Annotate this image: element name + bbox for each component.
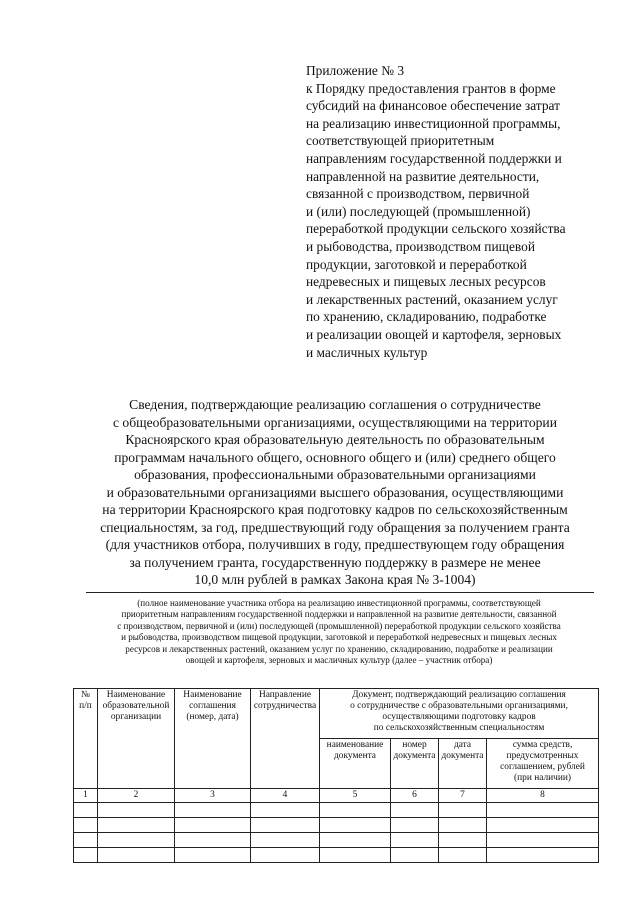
header-document-name (320, 739, 391, 789)
table-cell[interactable] (439, 833, 487, 848)
table-cell[interactable] (487, 833, 599, 848)
column-number: 2 (98, 789, 175, 803)
header-text: осуществляющими подготовку кадров (382, 712, 536, 722)
header-amount (487, 739, 599, 789)
participant-caption (74, 598, 604, 666)
header-agreement-name (175, 689, 251, 789)
appendix-line: и лекарственных растений, оказанием услуг (306, 291, 558, 307)
title-line: (для участников отбора, получивших в году, предшествующем году обращения (105, 537, 565, 552)
table-cell[interactable] (439, 848, 487, 863)
table-cell[interactable] (391, 818, 439, 833)
header-text: (номер, дата) (186, 712, 239, 722)
table-cell[interactable] (251, 848, 320, 863)
column-number: 8 (487, 789, 599, 803)
title-line: и образовательными организациями высшего образования, осуществляющими (106, 484, 564, 500)
column-number: 7 (439, 789, 487, 803)
title-line: на территории Красноярского края подготовку кадров по сельскохозяйственным (102, 502, 568, 517)
table-cell[interactable] (487, 848, 599, 863)
table-cell[interactable] (439, 803, 487, 818)
title-line: образования, профессиональными образовательными организациями (134, 467, 536, 482)
header-row-number (74, 689, 98, 789)
caption-line: (полное наименование участника отбора на реализацию инвестиционной программы, соответствующей (137, 598, 541, 608)
document-title (70, 396, 600, 589)
table-cell[interactable] (251, 833, 320, 848)
table-cell[interactable] (391, 833, 439, 848)
header-text: документа (393, 751, 436, 761)
table-cell[interactable] (98, 848, 175, 863)
header-text: сумма средств, (512, 740, 573, 750)
column-number: 1 (74, 789, 98, 803)
appendix-line: переработкой продукции сельского хозяйства (306, 221, 566, 237)
header-text: документа (441, 751, 484, 761)
appendix-line: субсидий на финансовое обеспечение затрат (306, 98, 560, 114)
header-text: № (81, 690, 90, 700)
table-row (74, 803, 599, 818)
appendix-line: на реализацию инвестиционной программы, (306, 115, 561, 131)
column-number: 5 (320, 789, 391, 803)
appendix-line: и масличных культур (306, 344, 428, 360)
table-cell[interactable] (175, 833, 251, 848)
appendix-line: и (или) последующей (промышленной) (306, 203, 531, 219)
header-text: п/п (79, 701, 92, 711)
table-cell[interactable] (98, 803, 175, 818)
table-cell[interactable] (98, 833, 175, 848)
header-text: соглашения (189, 701, 236, 711)
appendix-header (306, 62, 606, 361)
table-cell[interactable] (487, 818, 599, 833)
table-cell[interactable] (74, 833, 98, 848)
header-text: Наименование (183, 690, 242, 700)
table-cell[interactable] (320, 833, 391, 848)
appendix-line: к Порядку предоставления грантов в форме (306, 80, 556, 96)
appendix-line: и реализации овощей и картофеля, зерновых (306, 326, 562, 342)
table-row (74, 818, 599, 833)
agreement-table (73, 688, 599, 863)
table-cell[interactable] (175, 818, 251, 833)
header-text: по сельскохозяйственным специальностям (373, 723, 545, 733)
header-text: документа (334, 751, 376, 761)
table-cell[interactable] (320, 818, 391, 833)
table-cell[interactable] (175, 848, 251, 863)
title-line: с общеобразовательными организациями, осуществляющими на территории (113, 414, 557, 430)
title-line: Красноярского края образовательную деятельность по образовательным (125, 432, 545, 447)
appendix-line: направлениям государственной поддержки и (306, 150, 562, 166)
appendix-line: связанной с производством, первичной (306, 186, 530, 202)
caption-line: приоритетным направлениям государственной поддержки и направленной на развитие деятельности, связанной (121, 609, 557, 620)
header-text: номер (402, 740, 427, 750)
header-text: образовательной (102, 701, 170, 711)
header-organization-name (98, 689, 175, 789)
header-cooperation-direction (251, 689, 320, 789)
header-text: (при наличии) (514, 773, 572, 783)
title-line: Сведения, подтверждающие реализацию соглашения о сотрудничестве (129, 397, 541, 412)
header-document-date (439, 739, 487, 789)
header-text: наименование (326, 740, 384, 750)
header-text: сотрудничества (253, 701, 317, 711)
header-text: Направление (258, 690, 311, 700)
header-text: Документ, подтверждающий реализацию соглашения (352, 690, 566, 700)
appendix-line: и рыбоводства, производством пищевой (306, 238, 535, 254)
appendix-line: недревесных и пищевых лесных ресурсов (306, 274, 546, 290)
appendix-line: по хранению, складированию, подработке (306, 309, 547, 325)
header-text: дата (453, 740, 472, 750)
caption-line: и рыбоводства, производством пищевой продукции, заготовкой и переработкой недревесных и пищевых лесных (121, 632, 557, 643)
title-line: программам начального общего, основного общего и (или) среднего общего (114, 449, 556, 465)
table-cell[interactable] (391, 803, 439, 818)
header-document-number (391, 739, 439, 789)
appendix-line: Приложение № 3 (306, 63, 405, 78)
table-cell[interactable] (74, 803, 98, 818)
table-row (74, 848, 599, 863)
header-text: предусмотренных (506, 751, 579, 761)
table-cell[interactable] (175, 803, 251, 818)
appendix-line: продукции, заготовкой и переработкой (306, 256, 527, 272)
header-text: соглашением, рублей (500, 762, 585, 772)
table-row (74, 833, 599, 848)
table-cell[interactable] (251, 818, 320, 833)
table-cell[interactable] (391, 848, 439, 863)
table-cell[interactable] (74, 818, 98, 833)
table-cell[interactable] (320, 848, 391, 863)
caption-line: с производством, первичной и (или) последующей (промышленной) переработкой продукции сельского хозяйства (117, 620, 561, 631)
column-number: 6 (391, 789, 439, 803)
title-line: за получением гранта, государственную поддержку в размере не менее (129, 554, 541, 570)
table-cell[interactable] (439, 818, 487, 833)
appendix-line: соответствующей приоритетным (306, 133, 495, 149)
appendix-line: направленной на развитие деятельности, (306, 168, 540, 184)
header-text: Наименование (106, 690, 166, 700)
title-line: 10,0 млн рублей в рамках Закона края № 3-1004) (194, 572, 476, 587)
table-cell[interactable] (98, 818, 175, 833)
caption-line: овощей и картофеля, зерновых и масличных культур (далее – участник отбора) (185, 655, 493, 666)
caption-line: ресурсов и лекарственных растений, оказанием услуг по хранению, складированию, подработке и реализации (125, 643, 553, 654)
column-number: 3 (175, 789, 251, 803)
table-cell[interactable] (251, 803, 320, 818)
column-number: 4 (251, 789, 320, 803)
table-cell[interactable] (320, 803, 391, 818)
header-text: о сотрудничестве с образовательными организациями, (350, 701, 568, 711)
participant-name-fill-line[interactable] (86, 592, 594, 593)
header-text: организации (110, 712, 162, 722)
title-line: специальностям, за год, предшествующий году обращения за получением гранта (100, 519, 570, 535)
table-cell[interactable] (487, 803, 599, 818)
header-confirming-document (320, 689, 599, 739)
table-cell[interactable] (74, 848, 98, 863)
column-number-row (74, 789, 599, 803)
